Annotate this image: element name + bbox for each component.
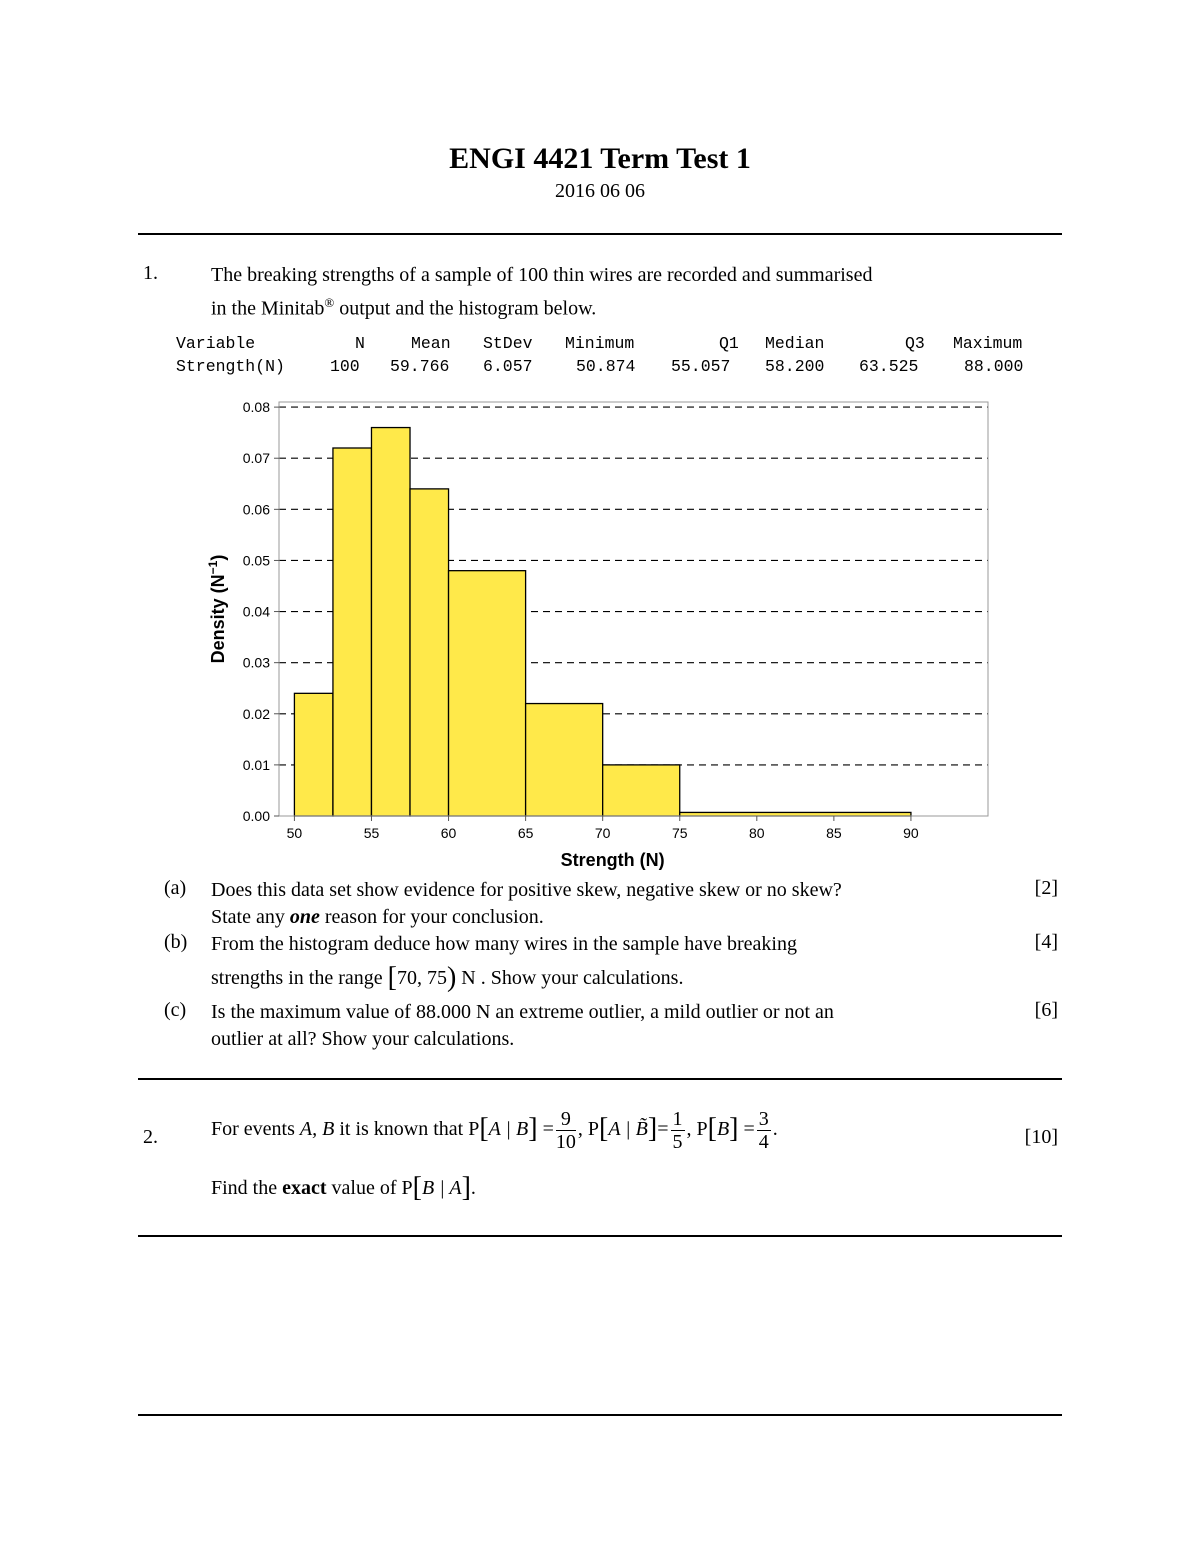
y-axis-label-close: ): [208, 554, 228, 561]
page-title: ENGI 4421 Term Test 1: [449, 142, 751, 175]
histogram-bar-5: [526, 704, 603, 816]
part-c-label: (c): [164, 999, 187, 1021]
question-2-number: 2.: [143, 1126, 158, 1148]
y-axis-label-sup: −1: [206, 560, 220, 575]
part-c-line-1: Is the maximum value of 88.000 N an extreme outlier, a mild outlier or not an: [211, 1001, 834, 1023]
stats-value-maximum: 88.000: [964, 357, 1024, 376]
stats-header-minimum: Minimum: [565, 334, 635, 353]
divider-middle: [138, 1078, 1062, 1080]
part-a-text: [211, 877, 991, 931]
divider-lower: [138, 1235, 1062, 1237]
part-c-line-2: outlier at all? Show your calculations.: [211, 1028, 515, 1050]
question-2-marks: [10]: [1024, 1126, 1058, 1148]
x-tick-label-0: 50: [286, 825, 303, 841]
part-b-marks: [4]: [1034, 931, 1058, 953]
part-a-emphasis: one: [289, 906, 320, 928]
prob-b-given-a: P[B | A].: [401, 1172, 476, 1203]
histogram-bar-7: [680, 812, 911, 816]
stats-value-stdev: 6.057: [483, 357, 533, 376]
intro-line-2-pre: in the Minitab: [211, 297, 325, 320]
x-tick-label-1: 55: [363, 825, 380, 841]
stats-value-median: 58.200: [765, 357, 825, 376]
part-a-line-2-post: reason for your conclusion.: [319, 906, 544, 928]
histogram-bar-2: [371, 428, 410, 816]
histogram-bar-6: [603, 765, 680, 816]
q2-text-pre: For events: [211, 1118, 300, 1141]
stats-value-variable: Strength(N): [176, 357, 285, 376]
part-a-line-2-pre: State any: [211, 906, 290, 928]
y-axis-label-main: Density (N: [208, 574, 228, 664]
x-tick-label-3: 65: [517, 825, 534, 841]
stats-value-n: 100: [330, 357, 360, 376]
stats-header-maximum: Maximum: [953, 334, 1023, 353]
registered-mark: ®: [324, 295, 335, 310]
stats-header-mean: Mean: [411, 334, 451, 353]
x-tick-label-8: 90: [903, 825, 919, 841]
prob-a-given-not-b: P[A | B̃]= $\frac{1}{5}$ ,: [587, 1108, 692, 1153]
stats-header-median: Median: [765, 334, 825, 353]
y-tick-label-2: 0.02: [242, 705, 270, 722]
q2-find-mid: value of: [326, 1177, 402, 1199]
divider-bottom: [138, 1414, 1062, 1416]
y-tick-label-1: 0.01: [242, 756, 270, 773]
y-axis-label: [206, 555, 228, 664]
stats-header-n: N: [355, 334, 365, 353]
q2-text-mid: it is known that: [334, 1118, 469, 1141]
y-tick-label-5: 0.05: [242, 552, 270, 569]
stats-header-q1: Q1: [719, 334, 739, 353]
strength-histogram: [190, 390, 1010, 880]
part-c-text: [211, 999, 991, 1053]
x-tick-label-2: 60: [440, 825, 457, 841]
part-a-line-1: Does this data set show evidence for positive skew, negative skew or no skew?: [211, 879, 842, 901]
stats-value-q3: 63.525: [859, 357, 919, 376]
part-a-marks: [2]: [1034, 877, 1058, 899]
part-b-label: (b): [164, 931, 188, 953]
intro-line-1: The breaking strengths of a sample of 100 thin wires are recorded and summarised: [211, 264, 873, 286]
y-tick-label-3: 0.03: [242, 654, 270, 671]
divider-top: [138, 233, 1062, 235]
part-b-line-1: From the histogram deduce how many wires in the sample have breaking: [211, 933, 797, 955]
q2-find-pre: Find the: [211, 1177, 283, 1199]
x-tick-label-7: 85: [826, 825, 842, 841]
question-1-number: 1.: [143, 262, 158, 284]
histogram-bar-4: [449, 571, 526, 816]
histogram-bar-1: [333, 448, 372, 816]
test-date: 2016 06 06: [555, 180, 645, 202]
part-b-text: From the histogram deduce how many wires in the sample have breaking strengths in the range [70, 75) N . Show your calculations.: [211, 933, 797, 993]
y-tick-label-8: 0.08: [242, 399, 270, 416]
prob-b: P[B] = $\frac{3}{4}$ .: [696, 1108, 778, 1153]
part-c-marks: [6]: [1034, 999, 1058, 1021]
q2-events: A, B: [299, 1118, 335, 1141]
stats-header-variable: Variable: [176, 334, 256, 353]
stats-header-q3: Q3: [905, 334, 925, 353]
y-tick-label-6: 0.06: [242, 501, 270, 518]
part-a-label: (a): [164, 877, 187, 899]
stats-value-mean: 59.766: [390, 357, 450, 376]
question-2-line-1: [211, 1108, 778, 1153]
x-axis-label: Strength (N): [560, 850, 665, 870]
x-tick-label-6: 80: [749, 825, 765, 841]
part-b-range: 70, 75: [396, 967, 447, 989]
stats-header-stdev: StDev: [483, 334, 533, 353]
y-tick-label-0: 0.00: [242, 808, 270, 824]
x-tick-label-4: 70: [594, 825, 611, 841]
prob-a-given-b: P[A | B] = $\frac{9}{10}$ ,: [468, 1108, 583, 1153]
histogram-bar-0: [294, 693, 333, 816]
part-b-line-2-post: N . Show your calculations.: [456, 967, 684, 989]
question-1-intro: [211, 262, 872, 323]
q2-find-bold: exact: [282, 1177, 327, 1199]
histogram-bar-3: [410, 489, 449, 816]
y-tick-label-4: 0.04: [242, 603, 270, 620]
question-2-line-2: [211, 1172, 476, 1204]
x-tick-label-5: 75: [671, 825, 688, 841]
intro-line-2-post: output and the histogram below.: [334, 297, 597, 320]
stats-value-minimum: 50.874: [576, 357, 636, 376]
stats-value-q1: 55.057: [671, 357, 731, 376]
y-tick-label-7: 0.07: [242, 450, 270, 467]
part-b-line-2-pre: strengths in the range: [211, 967, 388, 989]
